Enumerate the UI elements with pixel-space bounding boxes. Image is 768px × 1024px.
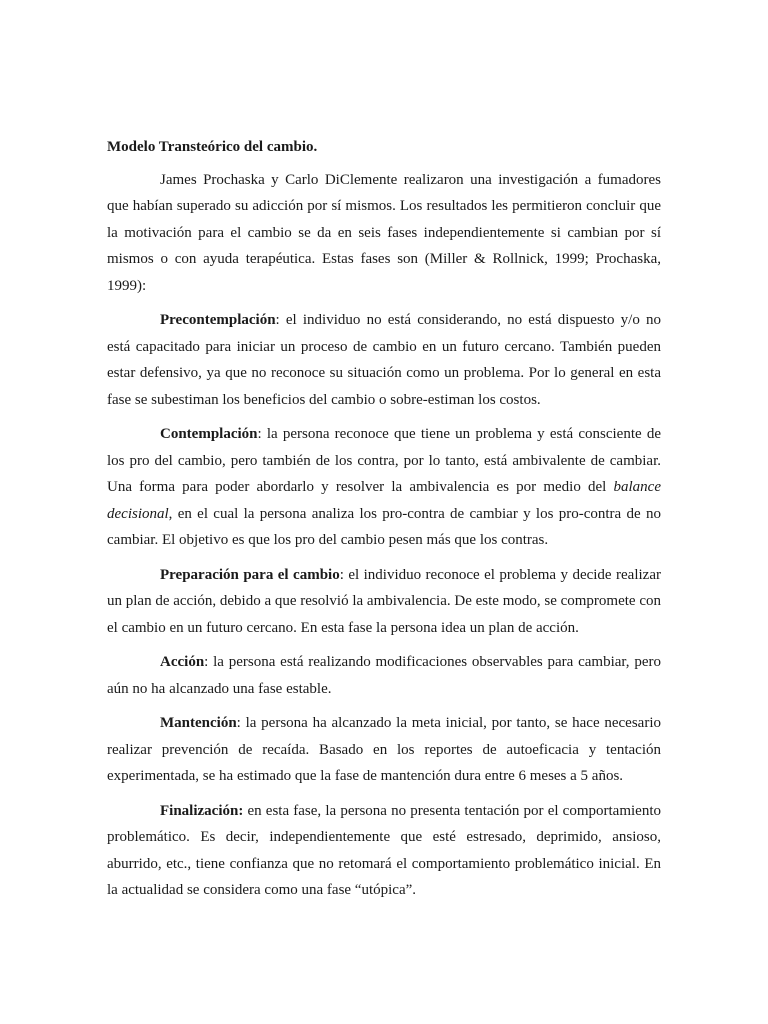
stage-text: : la persona está realizando modificaciones observables para cambiar, pero aún no ha alcanzado una fase estable. (107, 654, 661, 697)
stage-term: Finalización: (160, 802, 244, 819)
stage-text: en esta fase, la persona no presenta tentación por el comportamiento problemático. Es decir, independientemente que esté estresado, deprimido, ansioso, aburrido, etc., tiene confianza que no retomará el comportamiento problemático inicial. En la actualidad se considera como una fase “utópica”. (107, 802, 661, 898)
stage-text: : la persona ha alcanzado la meta inicial, por tanto, se hace necesario realizar prevención de recaída. Basado en los reportes de autoeficacia y tentación experimentada, se ha estimado que la fase de mantención dura entre 6 meses a 5 años. (107, 715, 661, 784)
stage-term: Preparación para el cambio (160, 566, 340, 583)
stage-finalizacion (107, 798, 661, 904)
stage-emphasis: balance decisional (107, 479, 661, 522)
stage-contemplacion (107, 421, 661, 554)
stage-text: , en el cual la persona analiza los pro-contra de cambiar y los pro-contra de no cambiar. El objetivo es que los pro del cambio pesen más que los contras. (107, 505, 661, 548)
stage-preparacion (107, 562, 661, 642)
stage-accion (107, 649, 661, 702)
stage-mantencion (107, 710, 661, 790)
document-title: Modelo Transteórico del cambio. (107, 139, 318, 155)
stage-text: : el individuo no está considerando, no está dispuesto y/o no está capacitado para iniciar un proceso de cambio en un futuro cercano. También pueden estar defensivo, ya que no reconoce su situación como un problema. Por lo general en esta fase se subestiman los beneficios del cambio o sobre-estiman los costos. (107, 312, 661, 408)
intro-paragraph: James Prochaska y Carlo DiClemente realizaron una investigación a fumadores que habían superado su adicción por sí mismos. Los resultados les permitieron concluir que la motivación para el cambio se da en seis fases independientemente si cambian por sí mismos o con ayuda terapéutica. Estas fases son (Miller & Rollnick, 1999; Prochaska, 1999): (107, 171, 661, 294)
stage-term: Contemplación (160, 426, 258, 442)
stage-text: : el individuo reconoce el problema y decide realizar un plan de acción, debido a que resolvió la ambivalencia. De este modo, se compromete con el cambio en un futuro cercano. En esta fase la persona idea un plan de acción. (107, 566, 661, 636)
stage-precontemplacion (107, 307, 661, 413)
stage-term: Mantención (160, 715, 237, 731)
stage-term: Acción (160, 654, 205, 670)
stage-term: Precontemplación (160, 312, 276, 328)
stage-text: : la persona reconoce que tiene un problema y está consciente de los pro del cambio, pero también de los contra, por lo tanto, está ambivalente de cambiar. Una forma para poder abordarlo y resolver la ambivalencia es por medio del (107, 426, 661, 495)
